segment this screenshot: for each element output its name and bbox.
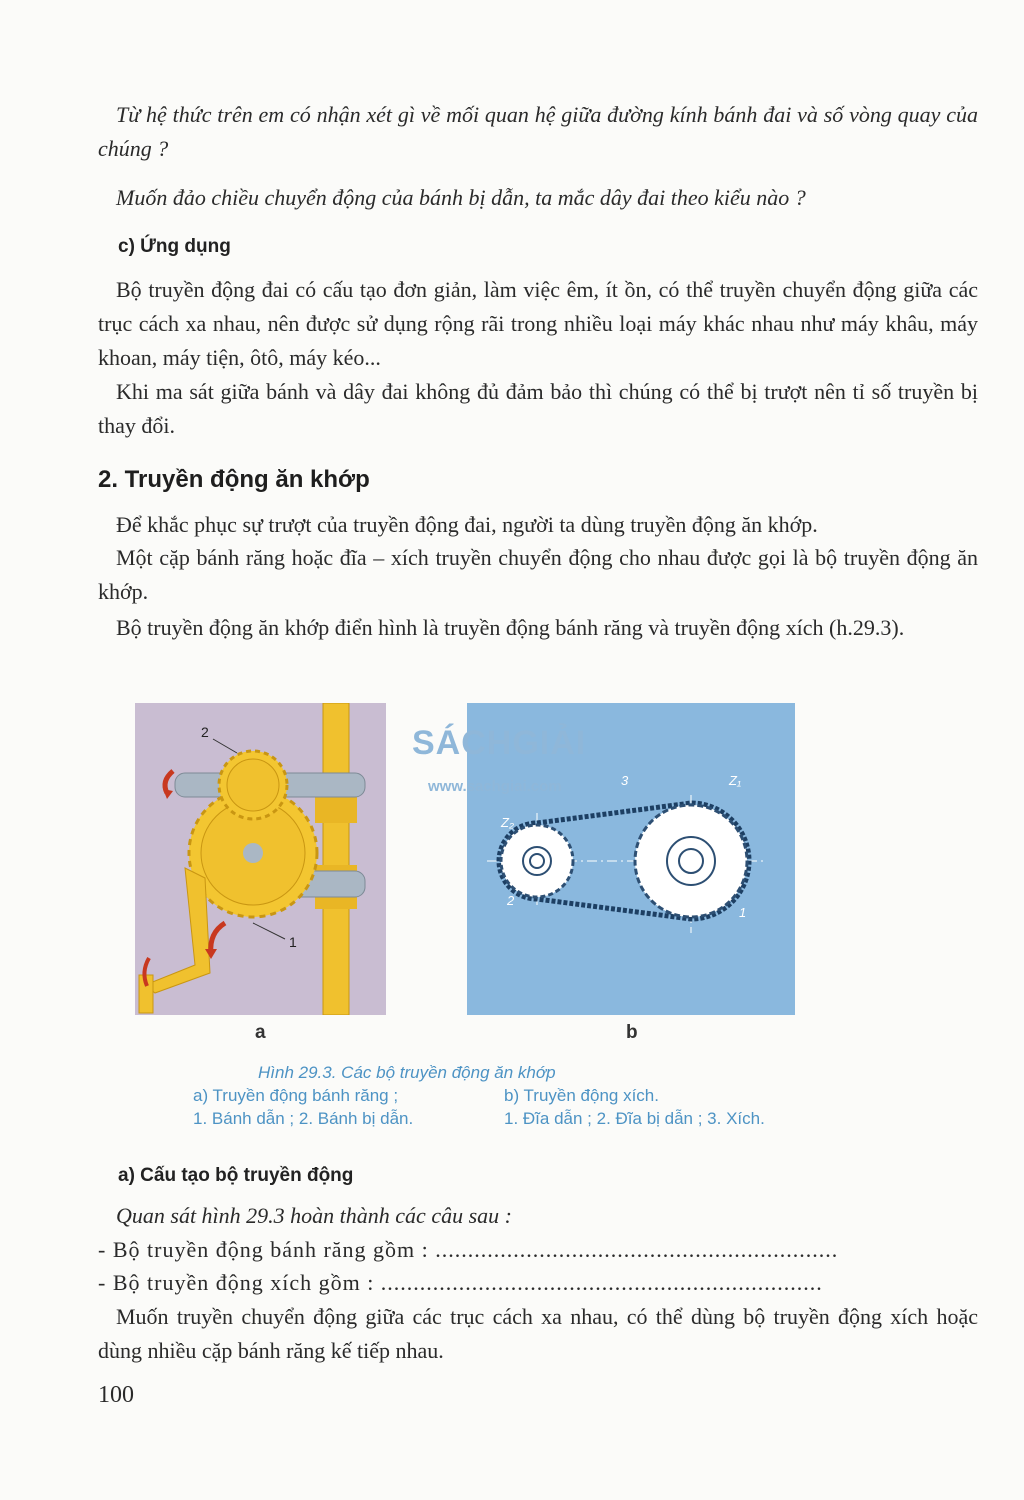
watermark-url: www.sachgiai.com bbox=[428, 778, 562, 795]
task-instruction: Quan sát hình 29.3 hoàn thành các câu sau : bbox=[116, 1203, 512, 1228]
figure-caption-b-title: b) Truyền động xích. bbox=[504, 1086, 659, 1105]
question-reverse-direction: Muốn đảo chiều chuyển động của bánh bị dẫn, ta mắc dây đai theo kiểu nào ? bbox=[116, 185, 806, 210]
figure-caption-a-title: a) Truyền động bánh răng ; bbox=[193, 1086, 399, 1105]
chain-callout-1: 1 bbox=[739, 905, 747, 920]
section-title-meshing-drive: 2. Truyền động ăn khớp bbox=[98, 466, 370, 493]
heading-structure: a) Cấu tạo bộ truyền động bbox=[118, 1165, 354, 1186]
paragraph-application-1: Bộ truyền động đai có cấu tạo đơn giản, làm việc êm, ít ồn, có thể truyền chuyển động giữa các trục cách xa nhau, nên được sử dụng rộng rãi trong nhiều loại máy khác nhau như máy khâu, máy khoan, máy tiện, ôtô, máy kéo... bbox=[98, 277, 978, 370]
gear-callout-2: 2 bbox=[201, 724, 209, 740]
heading-application: c) Ứng dụng bbox=[118, 236, 231, 257]
figure-caption-title: Hình 29.3. Các bộ truyền động ăn khớp bbox=[258, 1063, 556, 1082]
chain-callout-3: 3 bbox=[621, 773, 629, 788]
fill-in-gear-drive: - Bộ truyền động bánh răng gồm : .............................................................. bbox=[98, 1237, 839, 1262]
figure-caption-b-parts: 1. Đĩa dẫn ; 2. Đĩa bị dẫn ; 3. Xích. bbox=[504, 1109, 765, 1128]
chain-label-z1: Z₁ bbox=[729, 773, 742, 788]
chain-label-z2: Z₂ bbox=[501, 815, 514, 830]
watermark-logo: SÁCHGIẢI bbox=[412, 724, 587, 762]
figure-label-b: b bbox=[626, 1022, 638, 1043]
question-diameter-speed: Từ hệ thức trên em có nhận xét gì về mối quan hệ giữa đường kính bánh đai và số vòng quay của chúng ? bbox=[98, 102, 978, 161]
paragraph-meshing-2: Một cặp bánh răng hoặc đĩa – xích truyền chuyển động cho nhau được gọi là bộ truyền động ăn khớp. bbox=[98, 545, 978, 604]
fill-in-chain-drive: - Bộ truyền động xích gồm : .................................................................... bbox=[98, 1270, 823, 1295]
paragraph-application-2: Khi ma sát giữa bánh và dây đai không đủ đảm bảo thì chúng có thể bị trượt nên tỉ số truyền bị thay đổi. bbox=[98, 379, 978, 438]
page-number: 100 bbox=[98, 1382, 134, 1408]
paragraph-final: Muốn truyền chuyển động giữa các trục cách xa nhau, có thể dùng bộ truyền động xích hoặc dùng nhiều cặp bánh răng kế tiếp nhau. bbox=[98, 1304, 978, 1363]
figure-caption-a-parts: 1. Bánh dẫn ; 2. Bánh bị dẫn. bbox=[193, 1109, 414, 1128]
paragraph-meshing-3: Bộ truyền động ăn khớp điển hình là truyền động bánh răng và truyền động xích (h.29.3). bbox=[116, 615, 905, 640]
gear-callout-1: 1 bbox=[289, 934, 297, 950]
chain-callout-2: 2 bbox=[507, 893, 515, 908]
paragraph-meshing-1: Để khắc phục sự trượt của truyền động đai, người ta dùng truyền động ăn khớp. bbox=[116, 512, 818, 537]
gear-drive-illustration bbox=[135, 703, 386, 1015]
figure-label-a: a bbox=[255, 1022, 266, 1043]
